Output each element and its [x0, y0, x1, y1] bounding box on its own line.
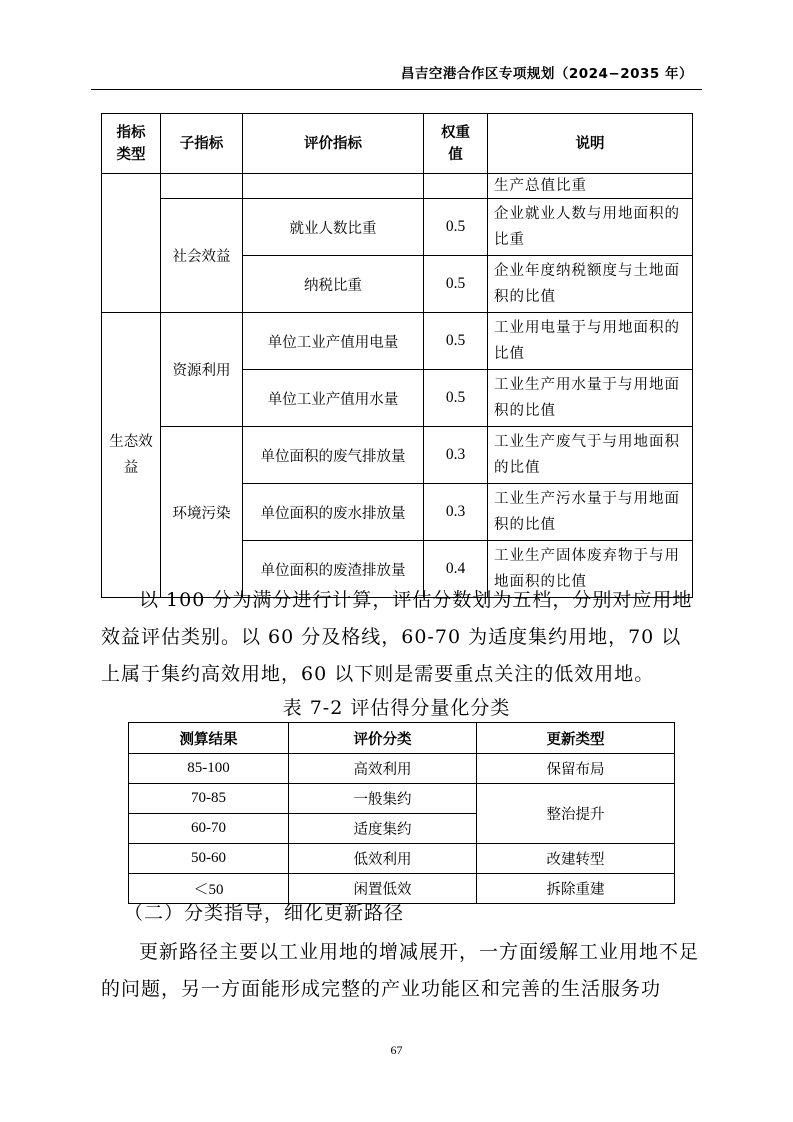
score-cell: 50-60	[129, 844, 289, 874]
class-cell: 闲置低效	[289, 874, 477, 904]
desc-cell: 生产总值比重	[488, 174, 693, 199]
header-evaluation-indicator: 评价指标	[243, 114, 424, 174]
desc-cell: 工业生产废气于与用地面积的比值	[488, 427, 693, 484]
header-weight: 权重值	[424, 114, 488, 174]
desc-cell: 工业生产污水量于与用地面积的比值	[488, 484, 693, 541]
indicator-cell-continued	[243, 174, 424, 199]
weight-cell: 0.3	[424, 484, 488, 541]
running-header: 昌吉空港合作区专项规划（2024−2035 年）	[400, 66, 693, 82]
sub-cell: 环境污染	[161, 427, 243, 598]
header-score: 测算结果	[129, 723, 289, 754]
evaluation-indicator-table	[101, 113, 693, 598]
indicator-cell: 单位面积的废渣排放量	[243, 541, 424, 598]
score-cell: ＜50	[129, 874, 289, 904]
score-cell: 60-70	[129, 814, 289, 844]
table-row	[129, 844, 675, 874]
type-cell-continued	[102, 174, 161, 313]
weight-cell: 0.5	[424, 256, 488, 313]
type-cell: 生态效益	[102, 313, 161, 598]
page-number: 67	[390, 1043, 403, 1057]
indicator-cell: 就业人数比重	[243, 199, 424, 256]
weight-cell: 0.5	[424, 313, 488, 370]
weight-cell: 0.4	[424, 541, 488, 598]
body-paragraph: 更新路径主要以工业用地的增减展开，一方面缓解工业用地不足的问题，另一方面能形成完整的产业功能区和完善的生活服务功	[101, 941, 700, 1000]
body-paragraph: 以 100 分为满分进行计算，评估分数划为五档，分别对应用地效益评估类别。以 60 分及格线，60-70 为适度集约用地，70 以上属于集约高效用地，60 以下则是需要重点关注的低效用地。	[101, 589, 693, 685]
score-classification-table	[128, 722, 675, 904]
update-type-cell: 整治提升	[477, 784, 675, 844]
table-row	[129, 754, 675, 784]
indicator-cell: 单位工业产值用水量	[243, 370, 424, 427]
score-cell: 70-85	[129, 784, 289, 814]
score-cell: 85-100	[129, 754, 289, 784]
sub-cell-continued	[161, 174, 243, 199]
sub-cell: 社会效益	[161, 199, 243, 313]
desc-cell: 工业用电量于与用地面积的比值	[488, 313, 693, 370]
header-description: 说明	[488, 114, 693, 174]
class-cell: 高效利用	[289, 754, 477, 784]
indicator-cell: 纳税比重	[243, 256, 424, 313]
class-cell: 适度集约	[289, 814, 477, 844]
weight-cell: 0.5	[424, 370, 488, 427]
table-caption: 表 7-2 评估得分量化分类	[282, 697, 511, 719]
desc-cell: 工业生产用水量于与用地面积的比值	[488, 370, 693, 427]
indicator-cell: 单位面积的废气排放量	[243, 427, 424, 484]
table-header-row	[102, 114, 693, 174]
desc-cell: 工业生产固体废弃物于与用地面积的比值	[488, 541, 693, 598]
weight-cell: 0.3	[424, 427, 488, 484]
header-rule	[91, 89, 702, 90]
desc-cell: 企业就业人数与用地面积的比重	[488, 199, 693, 256]
header-indicator-type: 指标类型	[102, 114, 161, 174]
update-type-cell: 保留布局	[477, 754, 675, 784]
indicator-cell: 单位面积的废水排放量	[243, 484, 424, 541]
desc-cell: 企业年度纳税额度与土地面积的比值	[488, 256, 693, 313]
section-subheading: （二）分类指导，细化更新路径	[124, 902, 405, 924]
table-row	[129, 784, 675, 814]
table-header-row	[129, 723, 675, 754]
table-row	[102, 313, 693, 370]
weight-cell: 0.5	[424, 199, 488, 256]
table-row	[102, 199, 693, 256]
update-type-cell: 拆除重建	[477, 874, 675, 904]
class-cell: 一般集约	[289, 784, 477, 814]
sub-cell: 资源利用	[161, 313, 243, 427]
indicator-cell: 单位工业产值用电量	[243, 313, 424, 370]
weight-cell-continued	[424, 174, 488, 199]
class-cell: 低效利用	[289, 844, 477, 874]
header-class: 评价分类	[289, 723, 477, 754]
header-update-type: 更新类型	[477, 723, 675, 754]
table-row	[102, 174, 693, 199]
header-sub-indicator: 子指标	[161, 114, 243, 174]
update-type-cell: 改建转型	[477, 844, 675, 874]
table-row	[102, 427, 693, 484]
